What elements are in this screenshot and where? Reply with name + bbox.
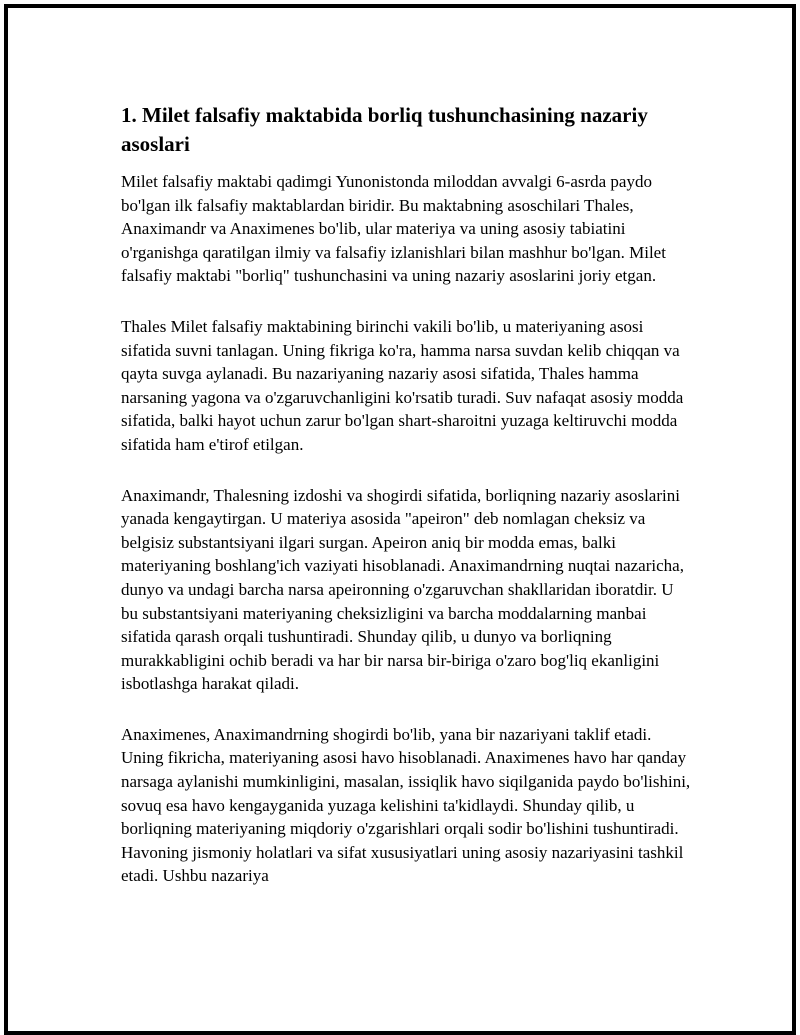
paragraph-intro: Milet falsafiy maktabi qadimgi Yunonistonda miloddan avvalgi 6-asrda paydo bo'lgan ilk falsafiy maktablardan biridir. Bu maktabning asoschilari Thales, Anaximandr va Anaximenes bo'lib, ular materiya va uning asosiy tabiatini o'rganishga qaratilgan ilmiy va falsafiy izlanishlari bilan mashhur bo'lgan. Milet falsafiy maktabi "borliq" tushunchasini va uning nazariy asoslarini joriy etgan.	[121, 172, 666, 286]
paragraph-anaximandr: Anaximandr, Thalesning izdoshi va shogirdi sifatida, borliqning nazariy asoslarini yanada kengaytirgan. U materiya asosida "apeiron" deb nomlagan cheksiz va belgisiz substantsiyani ilgari surgan. Apeiron aniq bir modda emas, balki materiyaning boshlang'ich vaziyati hisoblanadi. Anaximandrning nuqtai nazaricha, dunyo va undagi barcha narsa apeironning o'zgaruvchan shakllaridan iboratdir. U bu substantsiyani materiyaning cheksizligini va barcha moddalarning manbai sifatida qarash orqali tushuntiradi. Shunday qilib, u dunyo va borliqning murakkabligini ochib beradi va har bir narsa bir-biriga o'zaro bog'liq ekanligini isbotlashga harakat qiladi.	[121, 485, 684, 694]
page-frame	[4, 4, 796, 1035]
paragraph-anaximenes: Anaximenes, Anaximandrning shogirdi bo'lib, yana bir nazariyani taklif etadi. Uning fikricha, materiyaning asosi havo hisoblanadi. Anaximenes havo har qanday narsaga aylanishi mumkinligini, masalan, issiqlik havo siqilganida paydo bo'lishini, sovuq esa havo kengayganida yuzaga kelishini ta'kidlaydi. Shunday qilib, u borliqning materiyaning miqdoriy o'zgarishlari orqali sodir bo'lishini tushuntiradi. Havoning jismoniy holatlari va sifat xususiyatlari uning asosiy nazariyasini tashkil etadi. Ushbu nazariya	[121, 724, 691, 886]
document-title: 1. Milet falsafiy maktabida borliq tushunchasining nazariy asoslari	[121, 103, 648, 156]
document-body	[121, 101, 693, 915]
paragraph-thales: Thales Milet falsafiy maktabining birinchi vakili bo'lib, u materiyaning asosi sifatida suvni tanlagan. Uning fikriga ko'ra, hamma narsa suvdan kelib chiqqan va qayta suvga aylanadi. Bu nazariyaning nazariy asosi sifatida, Thales hamma narsaning yagona va o'zgaruvchanligini ko'rsatib turadi. Suv nafaqat asosiy modda sifatida, balki hayot uchun zarur bo'lgan shart-sharoitni yuzaga keltiruvchi modda sifatida ham e'tirof etilgan.	[121, 316, 684, 454]
